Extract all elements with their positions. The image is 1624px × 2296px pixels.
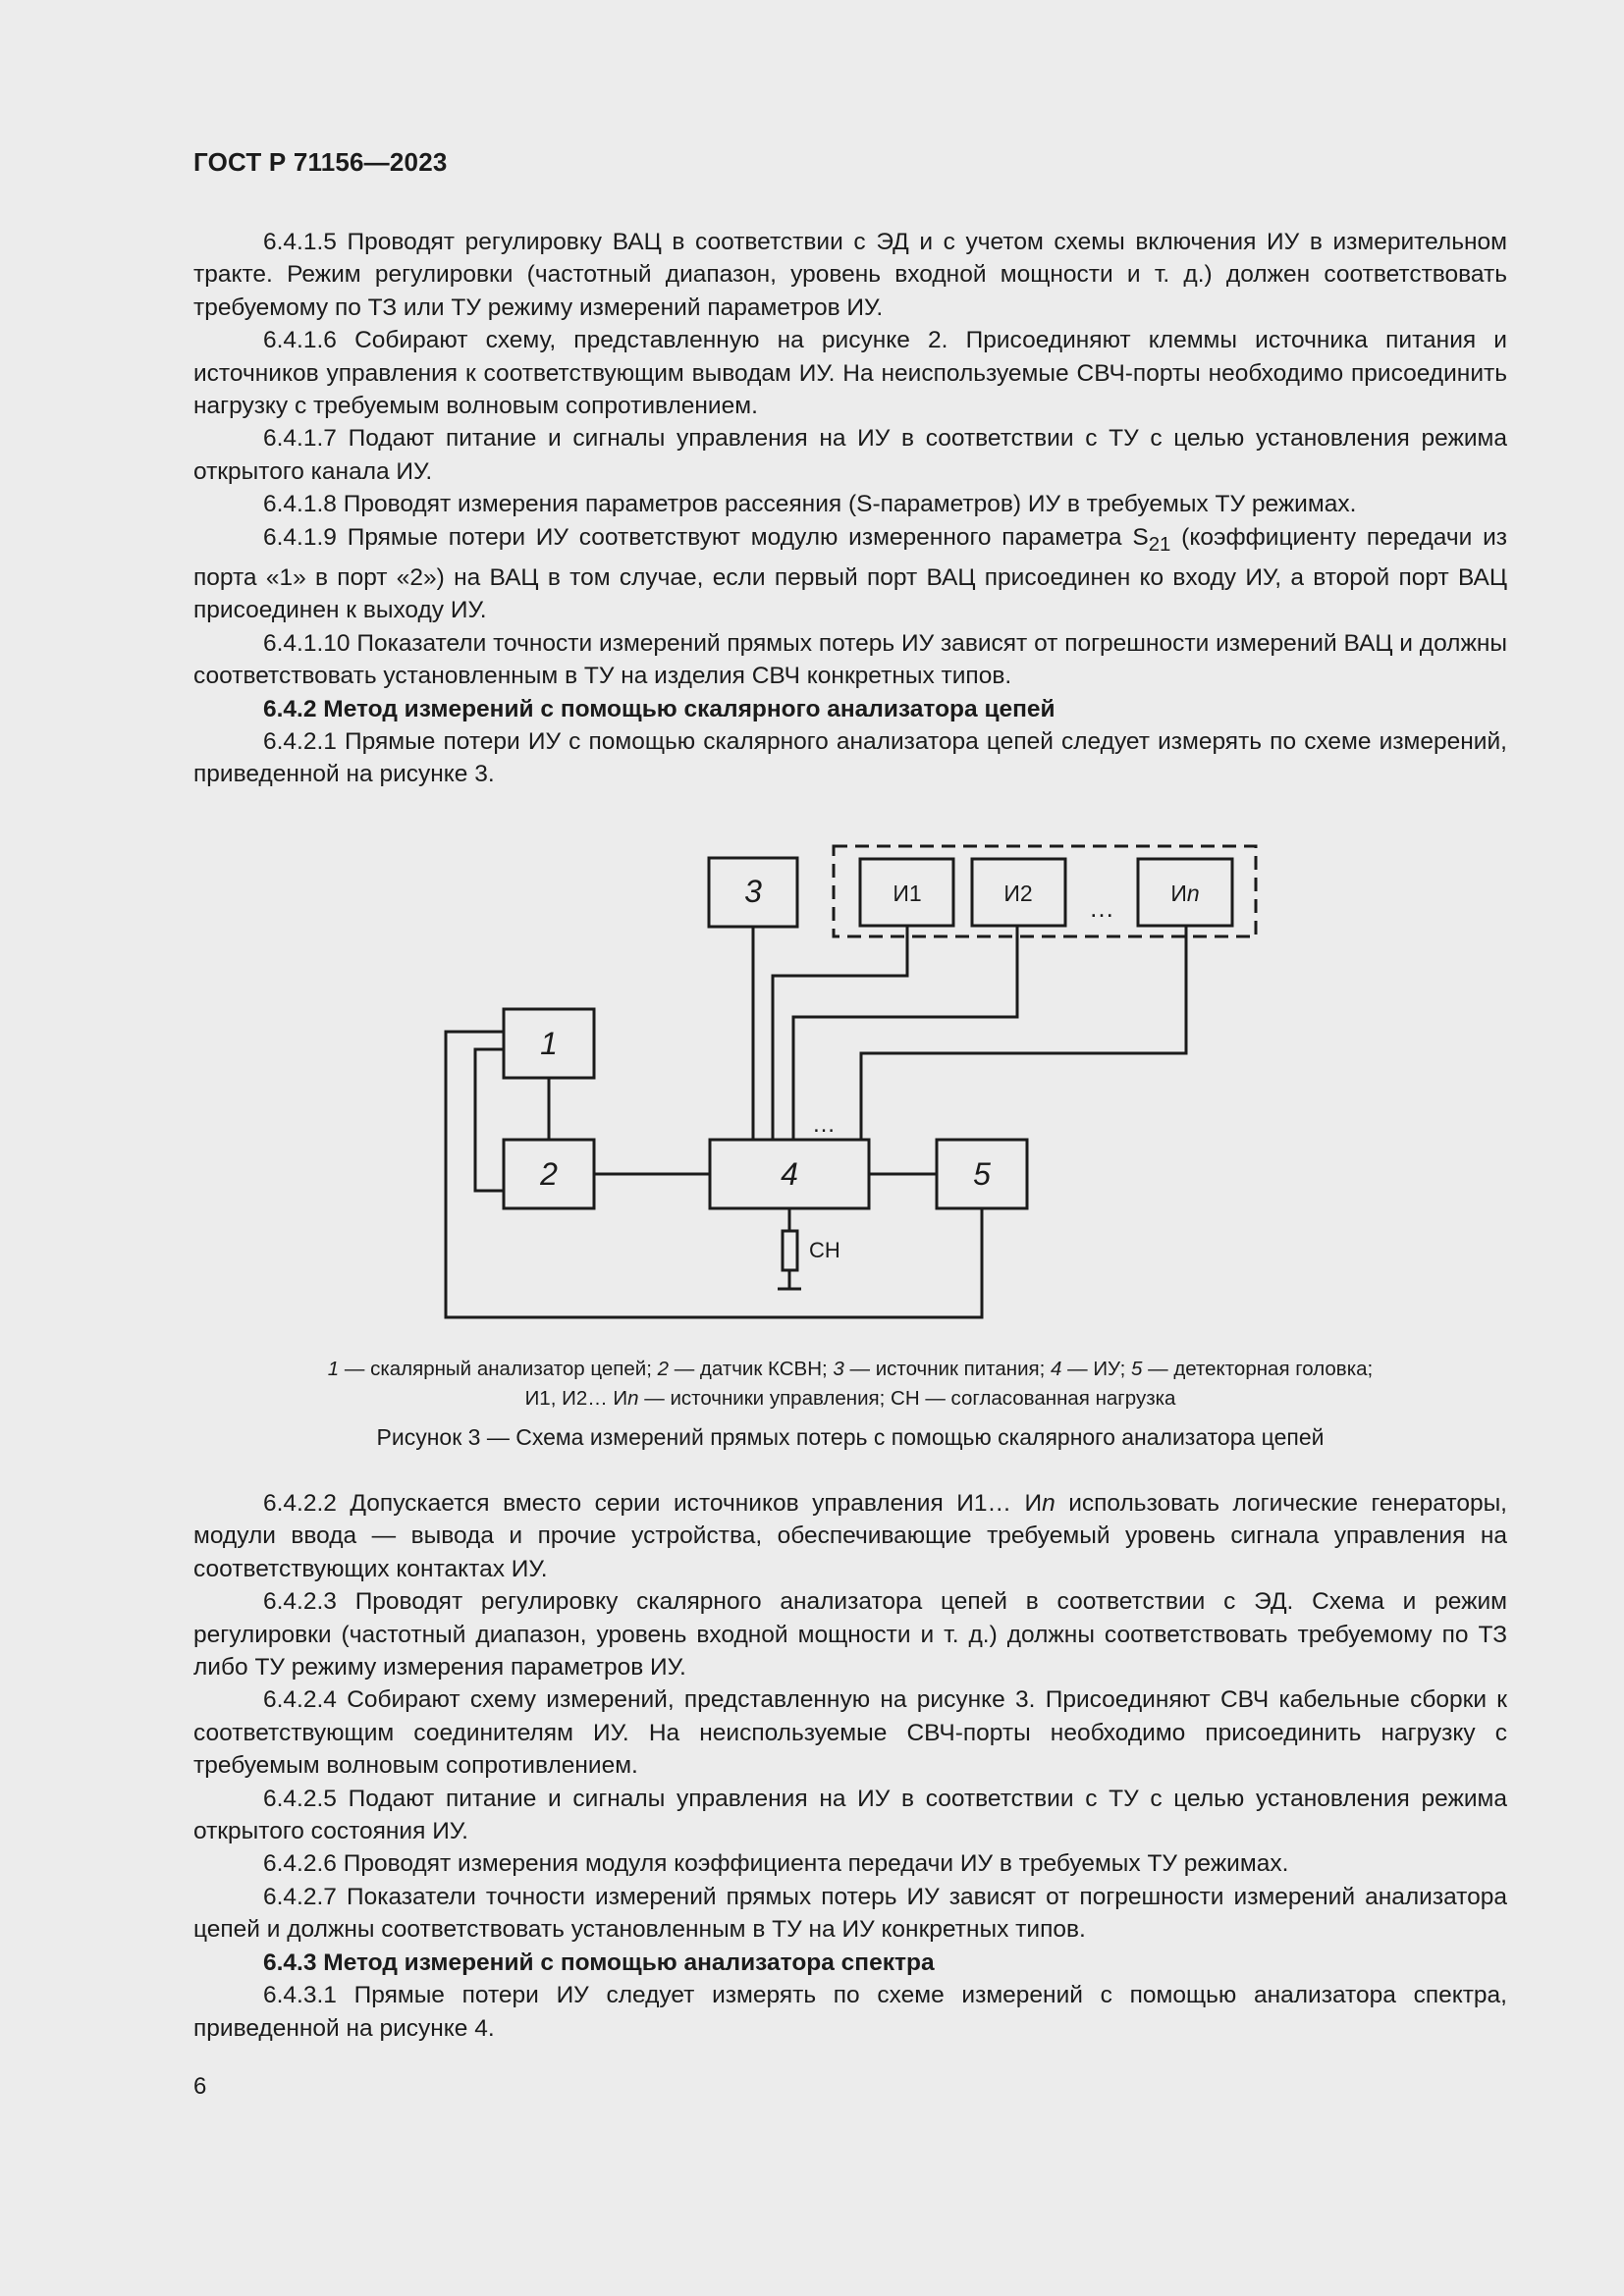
block-i1 <box>860 859 953 926</box>
legend-text-1: — скалярный анализатор цепей; <box>339 1358 658 1380</box>
paragraph-6-4-1-7: 6.4.1.7 Подают питание и сигналы управления на ИУ в соответствии с ТУ с целью установления режима открытого канала ИУ. <box>193 425 1507 485</box>
wire-2-1-loop <box>475 1049 504 1191</box>
dots-mid: … <box>812 1111 836 1138</box>
block-in <box>1138 859 1232 926</box>
paragraph-6-4-1-6: 6.4.1.6 Собирают схему, представленную на рисунке 2. Присоединяют клеммы источника питания и источников управления к соответствующим выводам ИУ. На неиспользуемые СВЧ-порты необходимо присоединить нагрузку с требуемым волновым сопротивлением. <box>193 327 1507 420</box>
block-in-prefix: И <box>1170 881 1187 906</box>
legend-num-4: 4 <box>1051 1358 1062 1380</box>
p6422-n: n <box>1042 1490 1056 1517</box>
figure-caption: Рисунок 3 — Схема измерений прямых потерь с помощью скалярного анализатора цепей <box>376 1424 1325 1450</box>
paragraph-6-4-2-3: 6.4.2.3 Проводят регулировку скалярного анализатора цепей в соответствии с ЭД. Схема и режим регулировки (частотный диапазон, уровень входной мощности и т. д.) должны соответствовать требуемому по ТЗ либо ТУ режиму измерения параметров ИУ. <box>193 1588 1507 1682</box>
block-i2 <box>972 859 1065 926</box>
legend-num-3: 3 <box>833 1358 844 1380</box>
p619-before: 6.4.1.9 Прямые потери ИУ соответствуют модулю измеренного параметра S <box>263 523 1149 551</box>
paragraph-6-4-3-1: 6.4.3.1 Прямые потери ИУ следует измерять по схеме измерений с помощью анализатора спектра, приведенной на рисунке 4. <box>193 1982 1507 2042</box>
block-4-label: 4 <box>781 1156 798 1192</box>
p619-subscript: 21 <box>1148 533 1171 556</box>
legend2-b: — источники управления; СН — согласованная нагрузка <box>638 1387 1176 1410</box>
wire-5-1-loop <box>446 1032 982 1317</box>
paragraph-6-4-2-2 <box>193 1487 1507 1585</box>
block-i1-label: И1 <box>893 881 922 906</box>
block-1-label: 1 <box>540 1026 558 1061</box>
dots-top: … <box>1089 893 1114 923</box>
legend2-n: n <box>627 1387 639 1410</box>
load-resistor <box>783 1231 797 1270</box>
document-header: ГОСТ Р 71156—2023 <box>193 147 448 177</box>
legend2-a: И1, И2… И <box>524 1387 628 1410</box>
top-text-block <box>193 226 1507 791</box>
p6422-b: использовать логические генераторы, модули ввода — вывода и прочие устройства, обеспечивающие требуемый уровень сигнала управления на соответствующих контактах ИУ. <box>193 1490 1507 1582</box>
control-sources-group <box>834 846 1256 936</box>
legend-text-4: — ИУ; <box>1061 1358 1132 1380</box>
block-i2-label: И2 <box>1003 881 1033 906</box>
paragraph-6-4-2-4: 6.4.2.4 Собирают схему измерений, представленную на рисунке 3. Присоединяют СВЧ кабельные сборки к соответствующим соединителям ИУ. На неиспользуемые СВЧ-порты необходимо присоединить нагрузку с требуемым волновым сопротивлением. <box>193 1686 1507 1780</box>
wire-i1-4 <box>773 926 907 1140</box>
p6422-a: 6.4.2.2 Допускается вместо серии источников управления И1… И <box>263 1490 1043 1517</box>
legend-text-5: — детекторная головка; <box>1142 1358 1374 1380</box>
page-number: 6 <box>193 2073 207 2100</box>
paragraph-6-4-2-6: 6.4.2.6 Проводят измерения модуля коэффициента передачи ИУ в требуемых ТУ режимах. <box>263 1850 1289 1878</box>
paragraph-6-4-1-9 <box>193 521 1507 627</box>
section-heading-6-4-3: 6.4.3 Метод измерений с помощью анализатора спектра <box>263 1949 935 1976</box>
block-3-label: 3 <box>744 874 762 909</box>
block-2-label: 2 <box>540 1156 558 1192</box>
legend-num-1: 1 <box>327 1358 340 1380</box>
legend-num-2: 2 <box>657 1358 670 1380</box>
figure-legend-line-2 <box>193 1384 1507 1414</box>
block-5-label: 5 <box>973 1156 991 1192</box>
load-label: СН <box>809 1238 840 1262</box>
paragraph-6-4-1-10: 6.4.1.10 Показатели точности измерений прямых потерь ИУ зависят от погрешности измерений ВАЦ и должны соответствовать установленным в ТУ на изделия СВЧ конкретных типов. <box>193 629 1507 690</box>
block-1 <box>504 1009 594 1078</box>
legend-text-3: — источник питания; <box>843 1358 1052 1380</box>
block-4 <box>710 1140 869 1208</box>
paragraph-6-4-2-1: 6.4.2.1 Прямые потери ИУ с помощью скалярного анализатора цепей следует измерять по схеме измерений, приведенной на рисунке 3. <box>193 727 1507 788</box>
block-2 <box>504 1140 594 1208</box>
block-in-suffix: n <box>1186 881 1200 906</box>
paragraph-6-4-2-7: 6.4.2.7 Показатели точности измерений прямых потерь ИУ зависят от погрешности измерений анализатора цепей и должны соответствовать установленным в ТУ на ИУ конкретных типов. <box>193 1883 1507 1944</box>
block-3 <box>709 858 797 927</box>
p619-after: (коэффициенту передачи из порта «1» в порт «2») на ВАЦ в том случае, если первый порт ВАЦ присоединен ко входу ИУ, а второй порт ВАЦ присоединен к выходу ИУ. <box>193 523 1507 624</box>
legend-num-5: 5 <box>1131 1358 1143 1380</box>
legend-text-2: — датчик КСВН; <box>669 1358 834 1380</box>
bottom-text-block <box>193 1487 1507 2045</box>
paragraph-6-4-1-5: 6.4.1.5 Проводят регулировку ВАЦ в соответствии с ЭД и с учетом схемы включения ИУ в измерительном тракте. Режим регулировки (частотный диапазон, уровень входной мощности и т. д.) должен соответствовать требуемому по ТЗ или ТУ режиму измерений параметров ИУ. <box>193 229 1507 321</box>
wire-i2-4 <box>793 926 1017 1140</box>
paragraph-6-4-1-8: 6.4.1.8 Проводят измерения параметров рассеяния (S-параметров) ИУ в требуемых ТУ режимах. <box>263 491 1357 518</box>
section-heading-6-4-2: 6.4.2 Метод измерений с помощью скалярного анализатора цепей <box>263 695 1056 722</box>
paragraph-6-4-2-5: 6.4.2.5 Подают питание и сигналы управления на ИУ в соответствии с ТУ с целью установления режима открытого состояния ИУ. <box>193 1785 1507 1845</box>
block-in-label <box>1170 881 1199 906</box>
wire-in-4 <box>861 926 1186 1140</box>
figure-legend-line-1 <box>193 1355 1507 1384</box>
block-5 <box>937 1140 1027 1208</box>
